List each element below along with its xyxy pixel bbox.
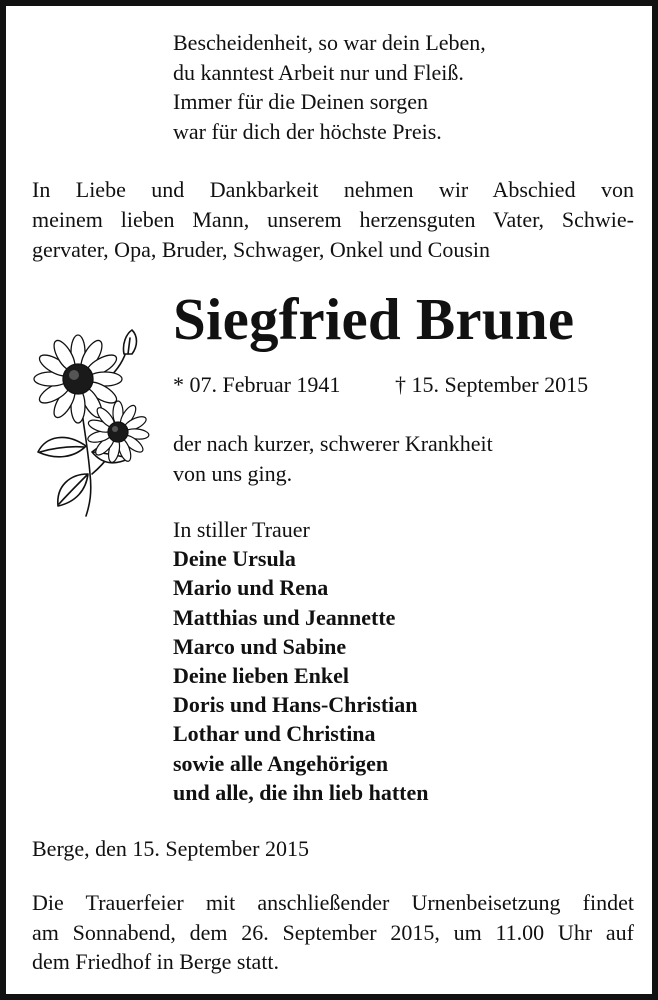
sunflower-icon — [26, 324, 166, 519]
passing-line: von uns ging. — [173, 461, 293, 486]
birth-date: * 07. Februar 1941 — [173, 372, 341, 397]
intro-line: gervater, Opa, Bruder, Schwager, Onkel und Cousin — [32, 237, 491, 262]
mourner-name: Mario und Rena — [173, 575, 329, 601]
mourner-name: Matthias und Jeannette — [173, 604, 396, 630]
mourner-name: Deine lieben Enkel — [173, 663, 350, 689]
mourner-name: Lothar und Christina — [173, 721, 376, 747]
mourner-name: Deine Ursula — [173, 546, 296, 572]
passing-text — [173, 429, 633, 489]
death-date: † 15. September 2015 — [395, 372, 589, 397]
intro-line: In Liebe und Dankbarkeit nehmen wir Abschied von — [32, 177, 634, 202]
notice-line: am Sonnabend, dem 26. September 2015, um 11.00 Uhr auf — [32, 919, 634, 945]
life-dates — [173, 371, 633, 399]
mourners-heading: In stiller Trauer — [173, 517, 310, 542]
memorial-poem — [173, 28, 613, 146]
deceased-name: Siegfried Brune — [173, 286, 575, 352]
notice-line: dem Friedhof in Berge statt. — [32, 949, 280, 974]
poem-line: Immer für die Deinen sorgen — [173, 89, 428, 114]
intro-line: meinem lieben Mann, unserem herzensguten Vater, Schwie- — [32, 207, 634, 232]
mourner-name: sowie alle Angehörigen — [173, 750, 389, 776]
intro-paragraph — [32, 175, 634, 265]
mourner-name: Marco und Sabine — [173, 633, 347, 659]
poem-line: war für dich der höchste Preis. — [173, 118, 442, 144]
poem-line: Bescheidenheit, so war dein Leben, — [173, 30, 486, 55]
mourner-name: und alle, die ihn lieb hatten — [173, 779, 429, 805]
passing-line: der nach kurzer, schwerer Krankheit — [173, 431, 493, 456]
mourners-list — [173, 515, 633, 807]
notice-line: Die Trauerfeier mit anschließender Urnenbeisetzung findet — [32, 890, 634, 915]
funeral-notice — [32, 888, 634, 977]
place-and-date: Berge, den 15. September 2015 — [32, 836, 309, 861]
poem-line: du kanntest Arbeit nur und Fleiß. — [173, 59, 464, 85]
mourner-name: Doris und Hans-Christian — [173, 692, 418, 718]
